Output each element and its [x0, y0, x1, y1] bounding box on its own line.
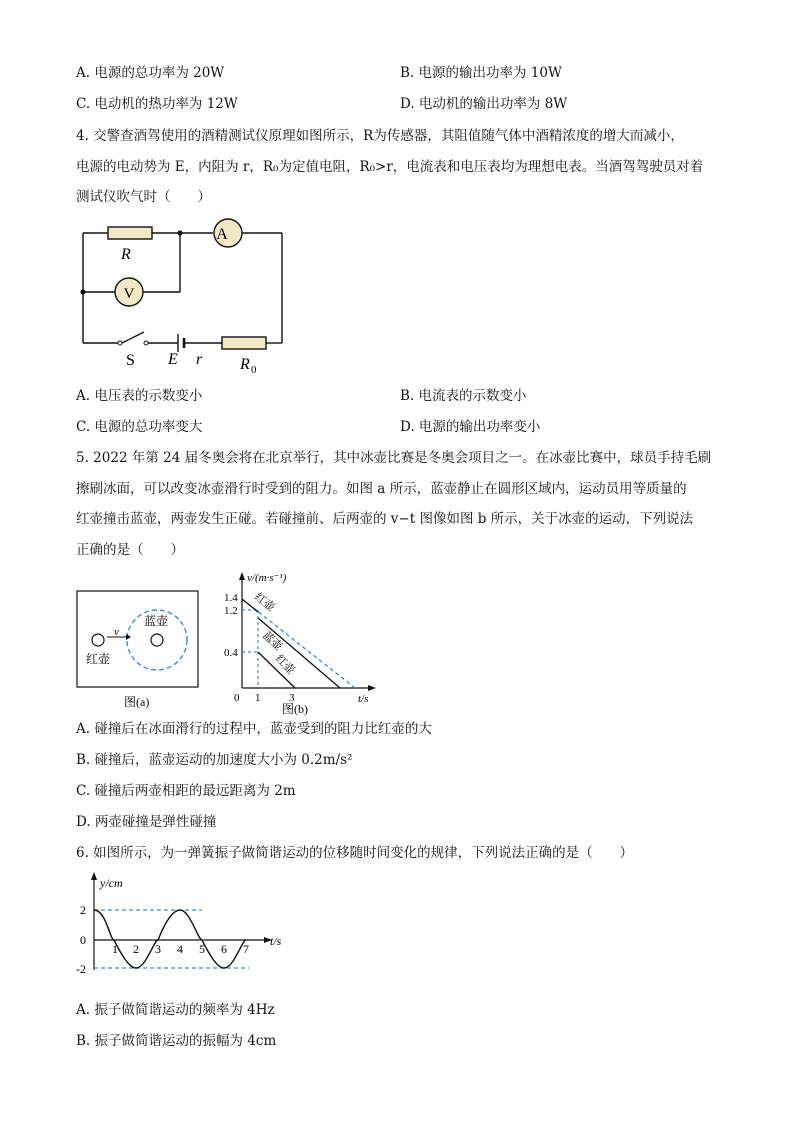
velocity-label: v [114, 626, 119, 638]
q5-option-c: C. 碰撞后两壶相距的最远距离为 2m [76, 783, 296, 799]
q5-stem-line4: 正确的是（ ） [76, 542, 184, 558]
q3-option-d: D. 电动机的输出功率为 8W [400, 96, 568, 112]
displacement-curve [94, 910, 246, 968]
y-tick-neg2: -2 [76, 962, 86, 976]
label-internal-r: r [196, 351, 203, 368]
y-tick-1-4: 1.4 [224, 592, 238, 604]
x-tick-5: 5 [199, 942, 205, 956]
figure-a-caption: 图(a) [124, 695, 150, 709]
label-a: A [216, 226, 228, 243]
y-tick-0-4: 0.4 [224, 647, 238, 659]
label-s: S [126, 352, 135, 369]
q4-stem-line3: 测试仪吹气时（ ） [76, 189, 211, 205]
label-r0: R [240, 356, 250, 373]
red-stone-after-label: 红壶 [272, 652, 297, 677]
q4-stem-line2: 电源的电动势为 E，内阻为 r，R₀为定值电阻，R₀>r，电流表和电压表均为理想电表。当酒驾驾驶员对着 [76, 159, 704, 175]
q5-figure-b [220, 568, 380, 716]
y-tick-1-2: 1.2 [224, 605, 238, 617]
x-axis-label: t/s [358, 693, 369, 705]
x-tick-2: 2 [133, 942, 139, 956]
x-tick-3: 3 [289, 692, 295, 704]
blue-stone [151, 634, 163, 646]
x-tick-1: 1 [255, 692, 261, 704]
q4-option-d: D. 电源的输出功率变小 [400, 419, 541, 435]
q5-stem-line1: 5. 2022 年第 24 届冬奥会将在北京举行，其中冰壶比赛是冬奥会项目之一。在冰壶比赛中，球员手持毛刷 [76, 450, 712, 466]
q4-circuit-diagram [70, 215, 300, 380]
q5-figure-a [74, 588, 204, 713]
q6-stem: 6. 如图所示，为一弹簧振子做简谐运动的位移随时间变化的规律，下列说法正确的是（ ） [76, 845, 634, 861]
q3-option-a: A. 电源的总功率为 20W [76, 65, 225, 81]
y-tick-0: 0 [80, 933, 86, 947]
label-v: V [123, 286, 135, 302]
q4-option-c: C. 电源的总功率变大 [76, 419, 203, 435]
y-tick-2: 2 [80, 903, 86, 917]
red-stone [92, 634, 104, 646]
figure-b-caption: 图(b) [282, 702, 308, 716]
blue-stone-after-label: 蓝壶 [259, 629, 285, 653]
x-tick-6: 6 [221, 942, 227, 956]
q3-option-c: C. 电动机的热功率为 12W [76, 96, 238, 112]
q4-stem-line1: 4. 交警查酒驾使用的酒精测试仪原理如图所示，R为传感器，其阻值随气体中酒精浓度的增大而减小， [76, 128, 684, 144]
q4-option-a: A. 电压表的示数变小 [76, 388, 203, 404]
x-tick-7: 7 [243, 942, 249, 956]
x-tick-1: 1 [112, 942, 118, 956]
q5-stem-line2: 擦刷冰面，可以改变冰壶滑行时受到的阻力。如图 a 所示，蓝壶静止在圆形区域内，运动员用等质量的 [76, 481, 687, 497]
blue-stone-line [258, 618, 340, 688]
q5-option-b: B. 碰撞后，蓝壶运动的加速度大小为 0.2m/s² [76, 752, 353, 768]
label-r0-subscript: 0 [251, 364, 257, 376]
label-r: R [121, 246, 131, 263]
q6-option-b: B. 振子做简谐运动的振幅为 4cm [76, 1033, 277, 1049]
blue-stone-label: 蓝壶 [144, 614, 169, 628]
q3-option-b: B. 电源的输出功率为 10W [400, 65, 562, 81]
y-axis-label: y/cm [100, 876, 123, 890]
q5-stem-line3: 红壶撞击蓝壶，两壶发生正碰。若碰撞前、后两壶的 v−t 图像如图 b 所示，关于冰壶的运动，下列说法 [76, 511, 694, 527]
q5-option-d: D. 两壶碰撞是弹性碰撞 [76, 814, 217, 830]
x-axis-label: t/s [270, 934, 282, 948]
switch-s [122, 332, 144, 343]
x-tick-3: 3 [155, 942, 161, 956]
label-e: E [168, 351, 178, 368]
resistor-r0 [222, 337, 266, 349]
x-tick-4: 4 [177, 942, 183, 956]
x-tick-0: 0 [234, 692, 240, 704]
red-stone-before-label: 红壶 [252, 590, 277, 614]
red-stone-label: 红壶 [86, 652, 111, 666]
q6-option-a: A. 振子做简谐运动的频率为 4Hz [76, 1002, 275, 1018]
q4-option-b: B. 电流表的示数变小 [400, 388, 527, 404]
q5-option-a: A. 碰撞后在冰面滑行的过程中，蓝壶受到的阻力比红壶的大 [76, 721, 432, 737]
red-stone-before-extension [242, 599, 355, 688]
y-axis-label: v/(m·s⁻¹) [247, 572, 287, 584]
q6-oscillation-graph [74, 870, 294, 982]
resistor-r [108, 227, 152, 239]
